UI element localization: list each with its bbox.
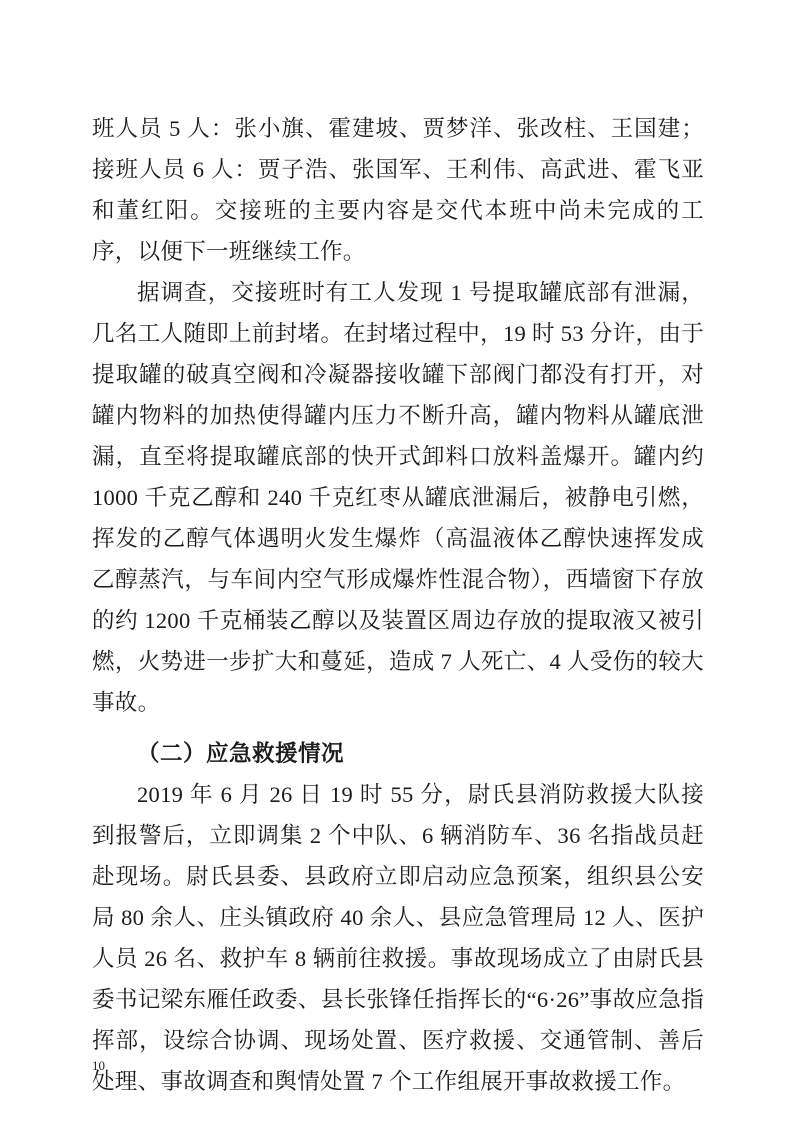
page-number: 10 <box>92 1058 105 1073</box>
paragraph-rescue-details: 2019 年 6 月 26 日 19 时 55 分，尉氏县消防救援大队接到报警后，立即调集 2 个中队、6 辆消防车、36 名指战员赶赴现场。尉氏县委、县政府立即启动应急预案，组织县公安局 80 余人、庄头镇政府 40 余人、县应急管理局 12 人、医护人员 26 名、救护车 8 辆前往救援。事故现场成立了由尉氏县委书记梁东雁任政委、县长张锋任指挥长的“6·26”事故应急指挥部，设综合协调、现场处置、医疗救援、交通管制、善后处理、事故调查和舆情处置 7 个工作组展开事故救援工作。 <box>92 782 704 1094</box>
paragraph-investigation: 据调查，交接班时有工人发现 1 号提取罐底部有泄漏，几名工人随即上前封堵。在封堵过程中，19 时 53 分许，由于提取罐的破真空阀和冷凝器接收罐下部阀门都没有打开，对罐内物料的加热使得罐内压力不断升高，罐内物料从罐底泄漏，直至将提取罐底部的快开式卸料口放料盖爆开。罐内约 1000 千克乙醇和 240 千克红枣从罐底泄漏后，被静电引燃，挥发的乙醇气体遇明火发生爆炸（高温液体乙醇快速挥发成乙醇蒸汽，与车间内空气形成爆炸性混合物），西墙窗下存放的约 1200 千克桶装乙醇以及装置区周边存放的提取液又被引燃，火势进一步扩大和蔓延，造成 7 人死亡、4 人受伤的较大事故。 <box>92 280 704 715</box>
paragraph-continued: 班人员 5 人：张小旗、霍建坡、贾梦洋、张改柱、王国建；接班人员 6 人：贾子浩、张国军、王利伟、高武进、霍飞亚和董红阳。交接班的主要内容是交代本班中尚未完成的工序，以便下一班继续工作。 <box>92 116 704 264</box>
section-heading-emergency-rescue: （二）应急救援情况 <box>137 741 345 766</box>
document-body <box>92 108 704 1102</box>
spacer <box>92 723 704 727</box>
